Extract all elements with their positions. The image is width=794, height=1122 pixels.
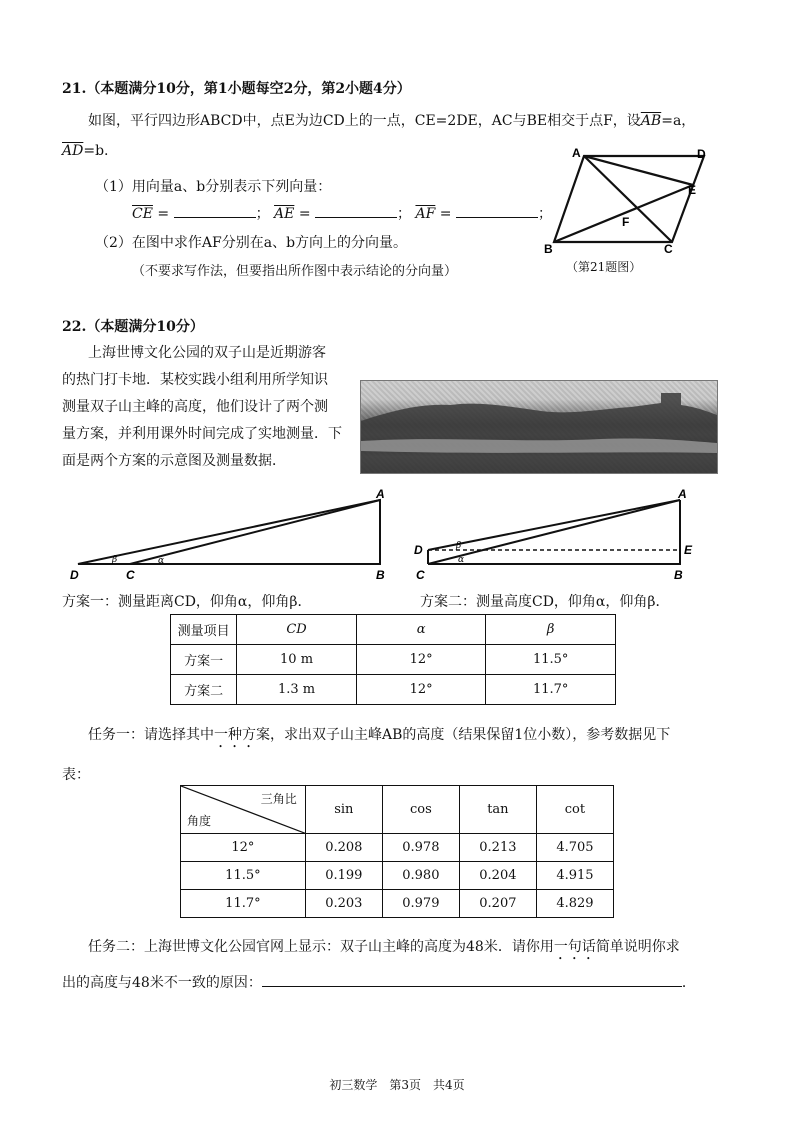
table-cell: 0.980 bbox=[382, 862, 459, 890]
table-row bbox=[171, 645, 616, 675]
q21-figure bbox=[537, 142, 720, 254]
q21-part1: （1）用向量a、b分别表示下列向量： bbox=[95, 179, 332, 195]
table-header-cell: tan bbox=[459, 786, 536, 834]
table-header-cell: α bbox=[356, 615, 485, 645]
scheme2-diagram bbox=[410, 486, 710, 586]
vector-ae: $\overline{AE}$ bbox=[274, 206, 295, 222]
scheme1-diagram bbox=[60, 486, 400, 586]
table-cell: 10 m bbox=[237, 645, 357, 675]
separator: ； bbox=[537, 206, 552, 222]
q21-part2: （2）在图中求作AF分别在a、b方向上的分向量。 bbox=[95, 235, 408, 251]
table-cell: 0.203 bbox=[305, 890, 382, 918]
label-d: D bbox=[697, 147, 706, 161]
trig-table bbox=[180, 785, 614, 918]
table-cell: 0.199 bbox=[305, 862, 382, 890]
label-a: A bbox=[572, 146, 581, 160]
table-cell: 方案二 bbox=[171, 675, 237, 705]
label-b: B bbox=[674, 568, 683, 582]
separator: ； bbox=[255, 206, 270, 222]
page-footer: 初三数学 第3页 共4页 bbox=[329, 1078, 465, 1092]
table-row bbox=[181, 862, 614, 890]
q22-intro-line: 测量双子山主峰的高度，他们设计了两个测 bbox=[62, 399, 328, 415]
table-row bbox=[181, 834, 614, 862]
table-cell: 0.208 bbox=[305, 834, 382, 862]
label-c: C bbox=[664, 242, 673, 254]
table-header-cell: sin bbox=[305, 786, 382, 834]
segment-ca bbox=[428, 500, 680, 564]
table-cell: 12° bbox=[356, 675, 485, 705]
q22-intro-line: 的热门打卡地．某校实践小组利用所学知识 bbox=[62, 372, 328, 388]
table-cell: 0.207 bbox=[459, 890, 536, 918]
task2-end: ． bbox=[681, 975, 696, 991]
vector-ce: $\overline{CE}$ bbox=[132, 206, 153, 222]
table-cell: 1.3 m bbox=[237, 675, 357, 705]
table-cell: 12° bbox=[356, 645, 485, 675]
table-cell: 4.915 bbox=[536, 862, 613, 890]
label-c: C bbox=[126, 568, 135, 582]
table-cell: 12° bbox=[181, 834, 306, 862]
table-header-cell: cos bbox=[382, 786, 459, 834]
task1-text bbox=[88, 724, 670, 751]
vector-ad-eq: =b. bbox=[83, 143, 109, 159]
label-a: A bbox=[376, 487, 385, 501]
angle-alpha: α bbox=[458, 555, 465, 565]
table-cell: 方案一 bbox=[171, 645, 237, 675]
q21-intro: 如图，平行四边形ABCD中，点E为边CD上的一点，CE=2DE，AC与BE相交于点F，设$\overline{AB}=a$， bbox=[88, 113, 696, 129]
q21-figure-caption: （第21题图） bbox=[566, 260, 642, 274]
task1-part: 任务一：请选择其中 bbox=[88, 727, 214, 743]
table-header-cell: 测量项目 bbox=[171, 615, 237, 645]
task2-part: 简单说明你求 bbox=[595, 939, 680, 955]
table-cell: 11.7° bbox=[486, 675, 616, 705]
segment-ca bbox=[130, 500, 380, 564]
label-d: D bbox=[414, 543, 423, 557]
task1-part: 案，求出双子山主峰AB的高度（结果保留1位小数），参考数据见下 bbox=[256, 727, 671, 743]
separator: ； bbox=[397, 206, 412, 222]
task1-emphasis: 一种方 bbox=[214, 727, 256, 743]
label-a: A bbox=[678, 487, 687, 501]
task2-part: 任务二：上海世博文化公园官网上显示：双子山主峰的高度为48米．请你用 bbox=[88, 939, 554, 955]
table-header-cell: β bbox=[486, 615, 616, 645]
answer-blank-af[interactable] bbox=[456, 203, 538, 218]
label-f: F bbox=[622, 215, 630, 229]
table-header-cell: cot bbox=[536, 786, 613, 834]
eq-sign: = bbox=[157, 206, 170, 222]
label-b: B bbox=[544, 242, 553, 254]
q22-intro-line: 量方案，并利用课外时间完成了实地测量．下 bbox=[62, 426, 342, 442]
eq-sign: = bbox=[298, 206, 311, 222]
table-row bbox=[171, 675, 616, 705]
q21-intro-text: 如图，平行四边形ABCD中，点E为边CD上的一点，CE=2DE，AC与BE相交于点F，设 bbox=[88, 113, 641, 129]
measurement-table bbox=[170, 614, 616, 705]
q22-intro-line: 面是两个方案的示意图及测量数据． bbox=[62, 453, 286, 469]
table-cell: 0.978 bbox=[382, 834, 459, 862]
angle-beta: β bbox=[112, 555, 118, 565]
segment-da bbox=[428, 500, 680, 550]
table-cell: 4.829 bbox=[536, 890, 613, 918]
table-cell: 11.7° bbox=[181, 890, 306, 918]
corner-bottom-label: 角度 bbox=[187, 814, 212, 828]
answer-blank-reason[interactable] bbox=[262, 972, 682, 987]
table-row bbox=[181, 890, 614, 918]
q22-intro bbox=[62, 340, 362, 475]
twin-hills-photo bbox=[360, 380, 718, 474]
corner-top-label: 三角比 bbox=[260, 792, 297, 806]
vector-ab: $\overline{AB}$ bbox=[640, 113, 662, 129]
task2-emphasis: 一句话 bbox=[553, 939, 596, 955]
label-c: C bbox=[416, 568, 425, 582]
q21-intro-line2 bbox=[62, 143, 109, 159]
label-e: E bbox=[688, 183, 697, 197]
task2-text bbox=[88, 936, 680, 963]
angle-beta: β bbox=[456, 541, 462, 551]
vector-ab-eq: =a bbox=[661, 113, 682, 129]
vector-af: $\overline{AF}$ bbox=[415, 206, 436, 222]
scheme1-caption: 方案一：测量距离CD，仰角α，仰角β． bbox=[62, 594, 312, 610]
answer-blank-ce[interactable] bbox=[174, 203, 256, 218]
label-b: B bbox=[376, 568, 385, 582]
table-cell: 11.5° bbox=[486, 645, 616, 675]
task2-part: 出的高度与48米不一致的原因： bbox=[62, 975, 262, 991]
label-d: D bbox=[70, 568, 79, 582]
trig-table-corner bbox=[181, 786, 306, 834]
task1-text-end: 表： bbox=[62, 767, 90, 783]
table-header-cell: CD bbox=[237, 615, 357, 645]
table-cell: 0.213 bbox=[459, 834, 536, 862]
q21-part2-note: （不要求写作法，但要指出所作图中表示结论的分向量） bbox=[132, 264, 458, 279]
task2-line2 bbox=[62, 972, 696, 992]
hill-silhouette bbox=[361, 381, 717, 473]
label-e: E bbox=[684, 543, 693, 557]
vector-ad: $\overline{AD}$ bbox=[62, 143, 84, 159]
q21-title: 21.（本题满分10分，第1小题每空2分，第2小题4分） bbox=[62, 81, 411, 97]
q21-part1-blanks bbox=[132, 203, 552, 223]
eq-sign: = bbox=[439, 206, 452, 222]
table-cell: 0.204 bbox=[459, 862, 536, 890]
table-cell: 0.979 bbox=[382, 890, 459, 918]
angle-alpha: α bbox=[158, 556, 165, 566]
answer-blank-ae[interactable] bbox=[315, 203, 397, 218]
triangle-dab bbox=[78, 500, 380, 564]
q22-intro-line: 上海世博文化公园的双子山是近期游客 bbox=[88, 345, 326, 361]
scheme2-caption: 方案二：测量高度CD，仰角α，仰角β． bbox=[420, 594, 670, 610]
table-cell: 4.705 bbox=[536, 834, 613, 862]
q22-title: 22.（本题满分10分） bbox=[62, 319, 204, 335]
table-cell: 11.5° bbox=[181, 862, 306, 890]
